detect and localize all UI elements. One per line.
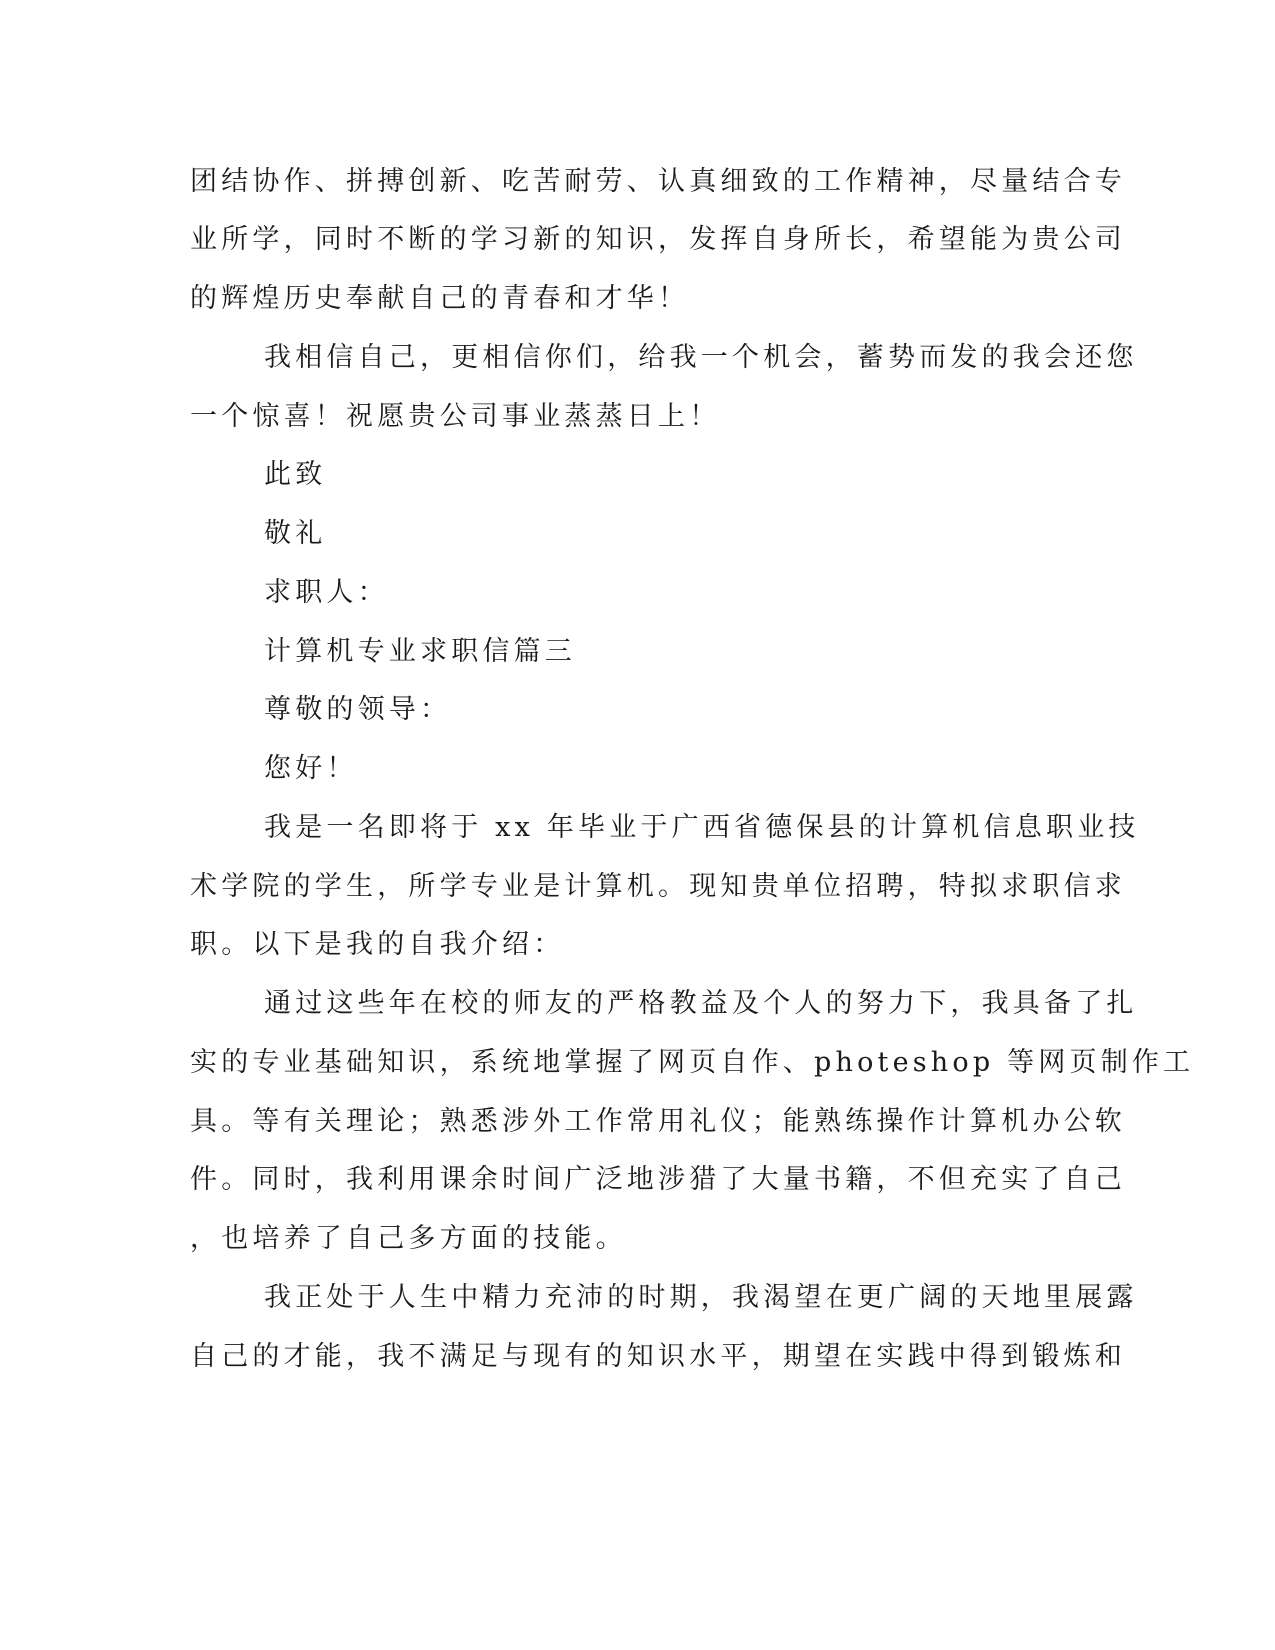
section-title: 计算机专业求职信篇三 <box>264 636 576 667</box>
text-line: 一个惊喜！祝愿贵公司事业蒸蒸日上！ <box>190 401 721 432</box>
text-line: 实的专业基础知识，系统地掌握了网页自作、photeshop 等网页制作工 <box>190 1047 1195 1078</box>
text-line: 件。同时，我利用课余时间广泛地涉猎了大量书籍，不但充实了自己 <box>190 1164 1126 1195</box>
text-line: 我相信自己，更相信你们，给我一个机会，蓄势而发的我会还您 <box>264 342 1138 373</box>
text-line: 术学院的学生，所学专业是计算机。现知贵单位招聘，特拟求职信求 <box>190 871 1126 902</box>
greeting: 您好！ <box>264 753 358 784</box>
text-line: 通过这些年在校的师友的严格教益及个人的努力下，我具备了扎 <box>264 988 1138 1019</box>
text-line: 自己的才能，我不满足与现有的知识水平，期望在实践中得到锻炼和 <box>190 1341 1126 1372</box>
text-line: 职。以下是我的自我介绍： <box>190 929 565 960</box>
text-line: 业所学，同时不断的学习新的知识，发挥自身所长，希望能为贵公司 <box>190 224 1126 255</box>
closing-salutation: 敬礼 <box>264 518 327 549</box>
signature-label: 求职人： <box>264 577 389 608</box>
text-line: 我是一名即将于 xx 年毕业于广西省德保县的计算机信息职业技 <box>264 812 1140 843</box>
text-line: 团结协作、拼搏创新、吃苦耐劳、认真细致的工作精神，尽量结合专 <box>190 166 1126 197</box>
closing-phrase: 此致 <box>264 459 327 490</box>
salutation: 尊敬的领导： <box>264 694 452 725</box>
text-line: 具。等有关理论；熟悉涉外工作常用礼仪；能熟练操作计算机办公软 <box>190 1106 1126 1137</box>
text-line: 我正处于人生中精力充沛的时期，我渴望在更广阔的天地里展露 <box>264 1282 1138 1313</box>
text-line: ，也培养了自己多方面的技能。 <box>190 1223 627 1254</box>
text-line: 的辉煌历史奉献自己的青春和才华！ <box>190 283 690 314</box>
